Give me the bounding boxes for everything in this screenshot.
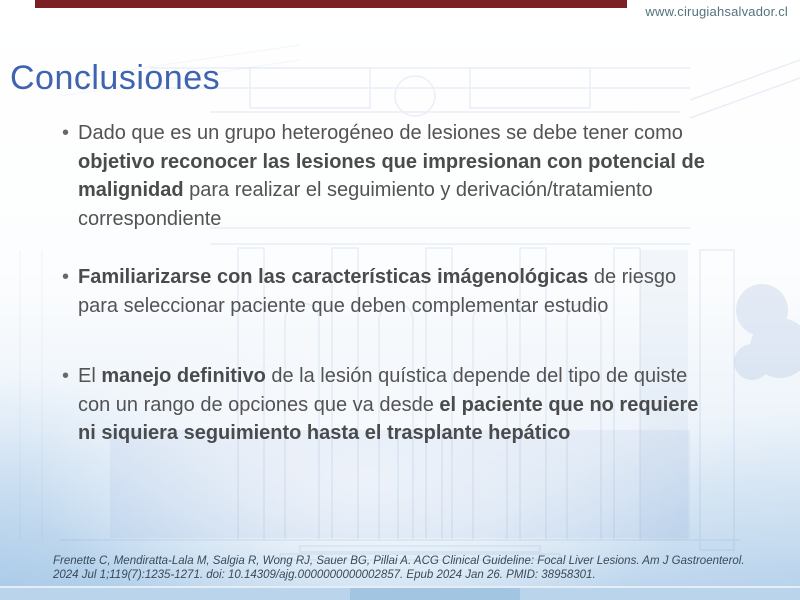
site-url: www.cirugiahsalvador.cl <box>645 4 788 19</box>
top-accent-bar <box>35 0 627 8</box>
citation-line-1: Frenette C, Mendiratta-Lala M, Salgia R, Wong RJ, Sauer BG, Pillai A. ACG Clinical Guideline: Focal Liver Lesions. Am J Gastroenterol. <box>53 555 745 567</box>
bullet-dot-icon: • <box>62 122 70 144</box>
bullet-text: Dado que es un grupo heterogéneo de lesiones se debe tener como objetivo reconocer las lesiones que impresionan con potencial de malignidad para realizar el seguimiento y derivación/tratamiento correspondiente <box>78 122 705 230</box>
bullet-item <box>62 119 714 233</box>
bullet-item <box>62 263 714 320</box>
bullet-text: El manejo definitivo de la lesión quística depende del tipo de quiste con un rango de opciones que va desde el paciente que no requiere ni siquiera seguimiento hasta el trasplante hepático <box>78 365 699 444</box>
page-title: Conclusiones <box>10 58 221 97</box>
citation <box>53 555 745 582</box>
bullet-dot-icon: • <box>62 365 70 387</box>
bullet-list <box>62 119 714 448</box>
bullet-dot-icon: • <box>62 266 70 288</box>
bottom-band <box>0 586 800 600</box>
bottom-band-accent <box>350 588 520 600</box>
citation-line-2: 2024 Jul 1;119(7):1235-1271. doi: 10.14309/ajg.0000000000002857. Epub 2024 Jan 26. PMID: 38958301. <box>53 568 596 581</box>
bullet-item <box>62 362 714 448</box>
bullet-text: Familiarizarse con las características imágenológicas de riesgo para seleccionar paciente que deben complementar estudio <box>78 266 677 317</box>
